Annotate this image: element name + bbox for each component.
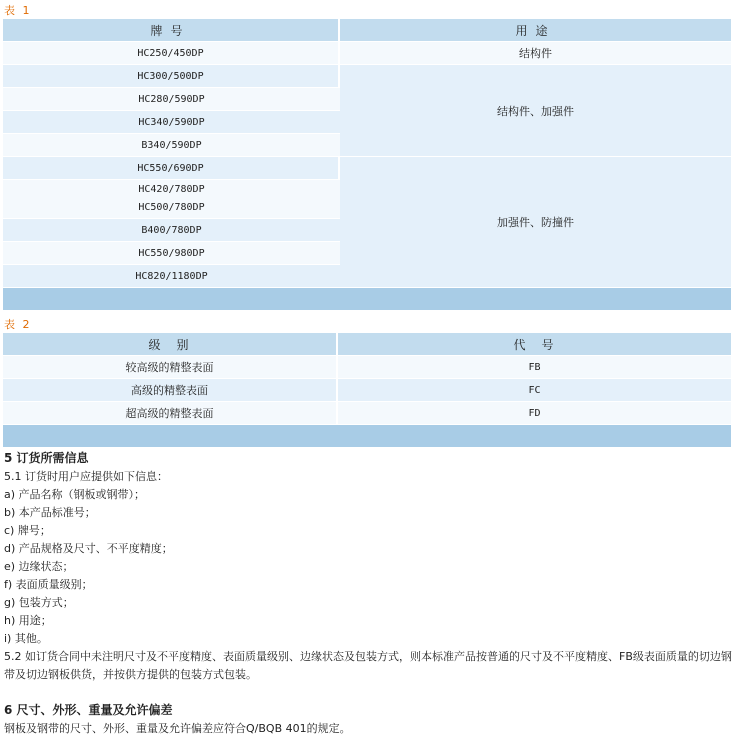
header-grade: 牌号: [3, 18, 340, 42]
grade-cell: HC550/980DP: [3, 242, 340, 265]
level-cell: 超高级的精整表面: [3, 402, 338, 425]
use-cell: 结构件、加强件: [340, 65, 731, 157]
grade-cell: HC280/590DP: [3, 88, 340, 111]
table-end-bar: [3, 288, 731, 310]
header-use: 用途: [340, 18, 731, 42]
section-6-body: 钢板及钢带的尺寸、外形、重量及允许偏差应符合Q/BQB 401的规定。: [4, 722, 351, 735]
use-cell: 结构件: [340, 42, 731, 65]
list-item: h) 用途；: [4, 614, 52, 627]
level-cell: 高级的精整表面: [3, 379, 338, 402]
section-5-heading: 5 订货所需信息: [4, 451, 89, 465]
table-end-bar: [3, 425, 731, 447]
table-row: [3, 379, 731, 402]
table1-header-row: [3, 18, 731, 42]
table-row: [3, 65, 731, 88]
section-6: [4, 700, 734, 738]
grade-cell: HC820/1180DP: [3, 265, 340, 288]
divider: [3, 288, 731, 310]
list-item: e) 边缘状态；: [4, 560, 74, 573]
list-item: f) 表面质量级别；: [4, 578, 93, 591]
section-5: [4, 448, 734, 684]
use-cell: 加强件、防撞件: [340, 157, 731, 288]
code-cell: FB: [338, 356, 731, 379]
divider: [3, 425, 731, 447]
grade-line: HC420/780DP: [138, 184, 205, 195]
grade-cell: HC300/500DP: [3, 65, 340, 88]
list-item: b) 本产品标准号；: [4, 506, 96, 519]
table2-header-row: [3, 332, 731, 356]
code-cell: FD: [338, 402, 731, 425]
grade-cell: HC250/450DP: [3, 42, 340, 65]
code-cell: FC: [338, 379, 731, 402]
section-5-note: 5.2 如订货合同中未注明尺寸及不平度精度、表面质量级别、边缘状态及包装方式，则本标准产品按普通的尺寸及不平度精度、FB级表面质量的切边钢带及切边钢板供货，并按供方提供的包装方式包装。: [4, 650, 732, 681]
table1-caption: 表 1: [4, 4, 32, 17]
section-5-intro: 5.1 订货时用户应提供如下信息：: [4, 470, 168, 483]
grade-line: HC500/780DP: [138, 202, 205, 213]
list-item: c) 牌号；: [4, 524, 51, 537]
list-item: i) 其他。: [4, 632, 48, 645]
table-row: [3, 157, 731, 180]
section-6-heading: 6 尺寸、外形、重量及允许偏差: [4, 703, 173, 717]
header-level: 级 别: [3, 332, 338, 356]
list-item: a) 产品名称（钢板或钢带）；: [4, 488, 146, 501]
table2-caption: 表 2: [4, 318, 32, 331]
grade-cell-double: [3, 180, 340, 219]
grade-cell: B400/780DP: [3, 219, 340, 242]
level-cell: 较高级的精整表面: [3, 356, 338, 379]
list-item: g) 包装方式；: [4, 596, 74, 609]
grade-cell: HC340/590DP: [3, 111, 340, 134]
table-row: [3, 42, 731, 65]
table-row: [3, 356, 731, 379]
table2: [3, 332, 731, 447]
grade-cell: B340/590DP: [3, 134, 340, 157]
header-code: 代 号: [338, 332, 731, 356]
table-row: [3, 402, 731, 425]
table1: [3, 18, 731, 310]
list-item: d) 产品规格及尺寸、不平度精度；: [4, 542, 173, 555]
grade-cell: HC550/690DP: [3, 157, 340, 180]
